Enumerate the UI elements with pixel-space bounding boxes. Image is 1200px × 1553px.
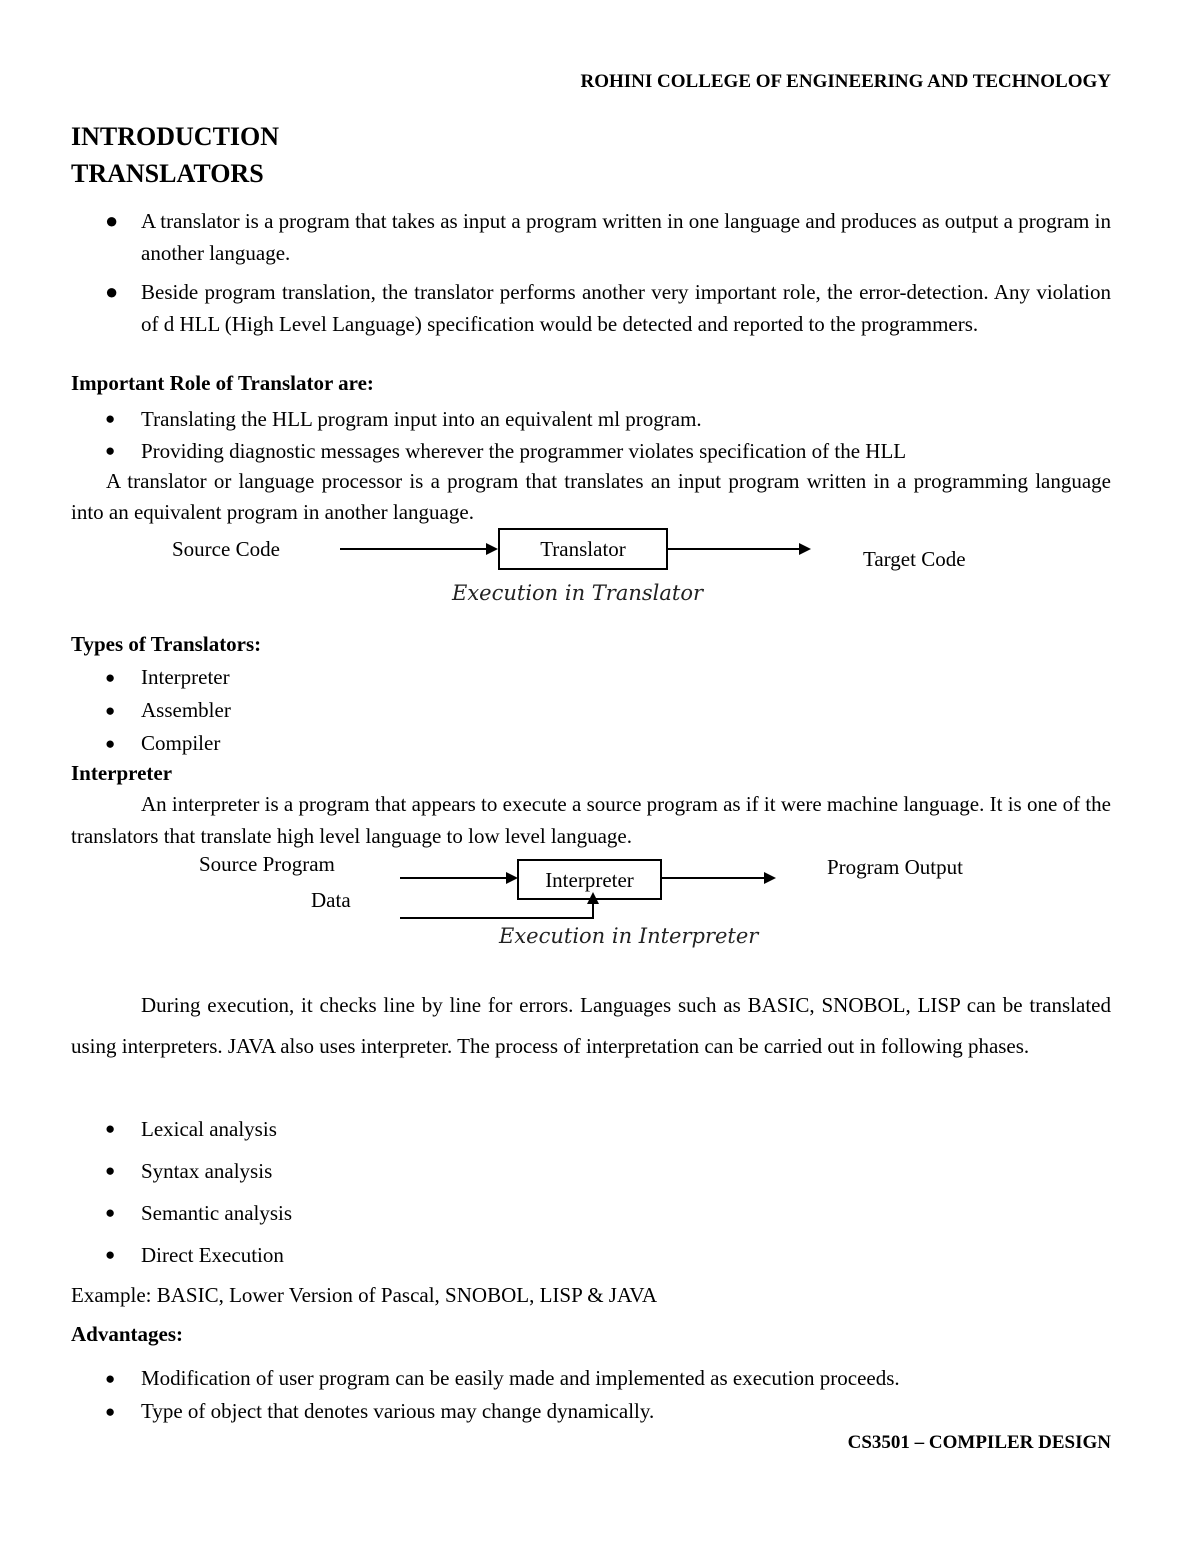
bullet-icon: ●	[105, 441, 116, 460]
list-item: ● Interpreter	[71, 661, 1111, 694]
program-output-label: Program Output	[827, 855, 963, 879]
section-title-translators: TRANSLATORS	[71, 159, 264, 188]
bullet-list-roles	[71, 403, 1111, 467]
advantages-heading: Advantages:	[71, 1322, 184, 1346]
list-item: ● Semantic analysis	[71, 1192, 1111, 1234]
list-item: ● Compiler	[71, 727, 1111, 760]
bullet-icon: ●	[105, 279, 119, 304]
arrow-right-icon	[662, 868, 782, 888]
interpreter-diagram	[0, 850, 1200, 955]
source-code-label: Source Code	[172, 537, 280, 561]
list-item: ● Assembler	[71, 694, 1111, 727]
interpreter-heading: Interpreter	[71, 761, 173, 785]
translator-caption: Execution in Translator	[452, 581, 704, 605]
example-line: Example: BASIC, Lower Version of Pascal, SNOBOL, LISP & JAVA	[71, 1283, 658, 1307]
page-header: ROHINI COLLEGE OF ENGINEERING AND TECHNOLOGY	[580, 71, 1111, 92]
types-heading: Types of Translators:	[71, 632, 262, 656]
bullet-icon: ●	[105, 1245, 116, 1264]
bullet-icon: ●	[105, 1161, 116, 1180]
translator-box: Translator	[498, 528, 668, 570]
list-item: ● Providing diagnostic messages wherever the programmer violates specification of the HLL	[71, 435, 1111, 467]
list-item: ● Type of object that denotes various may change dynamically.	[71, 1395, 1111, 1428]
arrow-right-icon	[668, 539, 813, 559]
list-item: ● Beside program translation, the translator performs another very important role, the error-detection. Any violation of d HLL (High Level Language) specification would be detected and reported to the programmers.	[71, 276, 1111, 340]
arrow-up-icon	[400, 890, 600, 922]
interpreter-paragraph: An interpreter is a program that appears to execute a source program as if it were machine language. It is one of the translators that translate high level language to low level language.	[71, 792, 1111, 848]
bullet-icon: ●	[105, 734, 116, 753]
bullet-icon: ●	[105, 208, 119, 233]
bullet-icon: ●	[105, 1203, 116, 1222]
bullet-list-translators	[71, 205, 1111, 340]
list-item: ● Direct Execution	[71, 1234, 1111, 1276]
data-label: Data	[311, 888, 351, 912]
execution-paragraph: During execution, it checks line by line for errors. Languages such as BASIC, SNOBOL, LISP can be translated using interpreters. JAVA also uses interpreter. The process of interpretation can be carried out in following phases.	[71, 993, 1111, 1058]
interpreter-box: Interpreter	[517, 859, 662, 900]
bullet-icon: ●	[105, 409, 116, 428]
translator-diagram	[0, 525, 1200, 615]
list-item: ● Lexical analysis	[71, 1108, 1111, 1150]
list-item: ● Translating the HLL program input into an equivalent ml program.	[71, 403, 1111, 435]
list-item: ● A translator is a program that takes as input a program written in one language and produces as output a program in another language.	[71, 205, 1111, 269]
bullet-icon: ●	[105, 668, 116, 687]
interpreter-caption: Execution in Interpreter	[499, 924, 759, 948]
bullet-icon: ●	[105, 1402, 116, 1421]
roles-heading: Important Role of Translator are:	[71, 371, 374, 395]
page-title: INTRODUCTION	[71, 122, 280, 151]
target-code-label: Target Code	[863, 547, 966, 571]
list-item: ● Modification of user program can be easily made and implemented as execution proceeds.	[71, 1362, 1111, 1395]
bullet-icon: ●	[105, 1369, 116, 1388]
list-item: ● Syntax analysis	[71, 1150, 1111, 1192]
arrow-right-icon	[400, 868, 520, 888]
arrow-right-icon	[340, 539, 500, 559]
bullet-icon: ●	[105, 701, 116, 720]
bullet-icon: ●	[105, 1119, 116, 1138]
bullet-list-phases	[71, 1108, 1111, 1276]
page-footer: CS3501 – COMPILER DESIGN	[847, 1432, 1111, 1453]
translator-paragraph: A translator or language processor is a program that translates an input program written in a programming language into an equivalent program in another language.	[71, 469, 1111, 524]
bullet-list-types	[71, 661, 1111, 760]
bullet-list-advantages	[71, 1362, 1111, 1428]
source-program-label: Source Program	[199, 852, 335, 876]
